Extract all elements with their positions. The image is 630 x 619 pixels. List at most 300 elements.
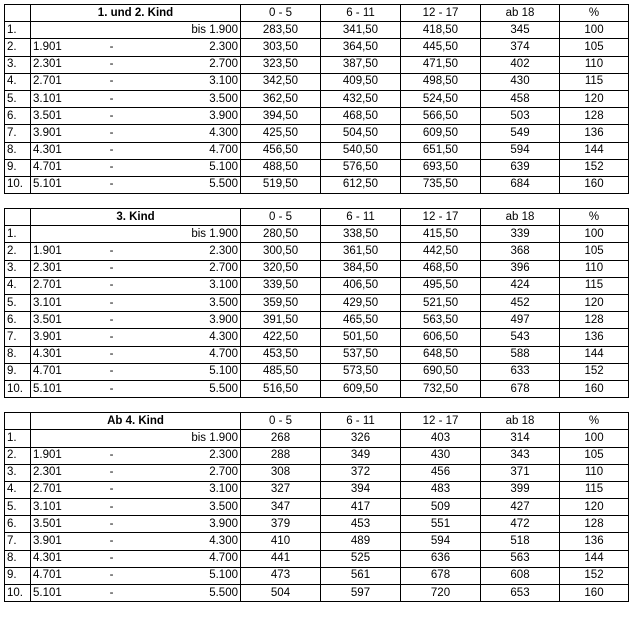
- income-to: 3.100: [127, 481, 241, 498]
- row-number: 3.: [5, 260, 31, 277]
- cell-age-12-17: 430: [401, 447, 481, 464]
- income-to: 4.700: [127, 346, 241, 363]
- header-blank: [5, 413, 31, 430]
- table-row: [5, 56, 629, 73]
- cell-age-6-11: 432,50: [321, 90, 401, 107]
- cell-percent: 136: [560, 533, 629, 550]
- cell-age-18-plus: 608: [481, 567, 560, 584]
- range-dash: -: [97, 380, 127, 397]
- row-number: 2.: [5, 39, 31, 56]
- income-to: 4.300: [127, 125, 241, 142]
- income-to: 2.700: [127, 464, 241, 481]
- income-from: [31, 22, 97, 39]
- cell-percent: 100: [560, 22, 629, 39]
- cell-age-6-11: 341,50: [321, 22, 401, 39]
- cell-age-12-17: 735,50: [401, 176, 481, 193]
- table-row: [5, 22, 629, 39]
- header-age-18-plus: ab 18: [481, 5, 560, 22]
- table-row: [5, 329, 629, 346]
- income-to: bis 1.900: [127, 430, 241, 447]
- income-from: 3.501: [31, 108, 97, 125]
- row-number: 7.: [5, 125, 31, 142]
- range-dash: -: [97, 260, 127, 277]
- income-to: 3.100: [127, 73, 241, 90]
- income-from: 4.301: [31, 142, 97, 159]
- cell-age-0-5: 516,50: [241, 380, 321, 397]
- table-3-kind: [4, 208, 629, 398]
- income-to: 4.300: [127, 329, 241, 346]
- range-dash: -: [97, 90, 127, 107]
- cell-age-12-17: 445,50: [401, 39, 481, 56]
- table-row: [5, 533, 629, 550]
- table-title: 3. Kind: [31, 209, 241, 226]
- income-from: 1.901: [31, 447, 97, 464]
- table-header-row: [5, 5, 629, 22]
- table-row: [5, 108, 629, 125]
- income-to: 5.500: [127, 585, 241, 602]
- cell-age-12-17: 566,50: [401, 108, 481, 125]
- table-row: [5, 142, 629, 159]
- header-percent: %: [560, 413, 629, 430]
- cell-age-12-17: 606,50: [401, 329, 481, 346]
- income-from: 3.101: [31, 295, 97, 312]
- income-from: 1.901: [31, 39, 97, 56]
- range-dash: -: [97, 447, 127, 464]
- cell-age-0-5: 320,50: [241, 260, 321, 277]
- cell-age-12-17: 594: [401, 533, 481, 550]
- row-number: 8.: [5, 142, 31, 159]
- table-row: [5, 499, 629, 516]
- cell-age-0-5: 288: [241, 447, 321, 464]
- range-dash: -: [97, 243, 127, 260]
- income-from: 3.901: [31, 533, 97, 550]
- cell-age-12-17: 732,50: [401, 380, 481, 397]
- income-to: 5.100: [127, 159, 241, 176]
- cell-percent: 110: [560, 464, 629, 481]
- cell-percent: 120: [560, 90, 629, 107]
- cell-age-18-plus: 503: [481, 108, 560, 125]
- table-row: [5, 176, 629, 193]
- income-to: 5.500: [127, 380, 241, 397]
- table-header-row: [5, 209, 629, 226]
- cell-age-12-17: 415,50: [401, 226, 481, 243]
- income-to: 2.700: [127, 260, 241, 277]
- cell-age-18-plus: 653: [481, 585, 560, 602]
- cell-age-0-5: 473: [241, 567, 321, 584]
- range-dash: -: [97, 159, 127, 176]
- row-number: 3.: [5, 464, 31, 481]
- income-to: 3.100: [127, 277, 241, 294]
- cell-age-12-17: 690,50: [401, 363, 481, 380]
- range-dash: -: [97, 295, 127, 312]
- income-to: 5.100: [127, 363, 241, 380]
- row-number: 6.: [5, 108, 31, 125]
- cell-age-0-5: 308: [241, 464, 321, 481]
- cell-age-18-plus: 588: [481, 346, 560, 363]
- table-row: [5, 346, 629, 363]
- row-number: 9.: [5, 159, 31, 176]
- range-dash: -: [97, 499, 127, 516]
- header-age-18-plus: ab 18: [481, 413, 560, 430]
- cell-age-12-17: 468,50: [401, 260, 481, 277]
- cell-percent: 136: [560, 329, 629, 346]
- cell-age-12-17: 403: [401, 430, 481, 447]
- row-number: 10.: [5, 585, 31, 602]
- table-row: [5, 312, 629, 329]
- income-from: 2.701: [31, 481, 97, 498]
- cell-age-6-11: 573,50: [321, 363, 401, 380]
- range-dash: -: [97, 464, 127, 481]
- income-to: 3.900: [127, 312, 241, 329]
- cell-age-0-5: 300,50: [241, 243, 321, 260]
- cell-age-18-plus: 563: [481, 550, 560, 567]
- cell-percent: 110: [560, 56, 629, 73]
- cell-age-12-17: 678: [401, 567, 481, 584]
- cell-age-6-11: 361,50: [321, 243, 401, 260]
- cell-age-18-plus: 345: [481, 22, 560, 39]
- income-to: 3.500: [127, 90, 241, 107]
- table-row: [5, 159, 629, 176]
- header-blank: [5, 209, 31, 226]
- cell-age-6-11: 504,50: [321, 125, 401, 142]
- income-from: 4.301: [31, 550, 97, 567]
- cell-percent: 128: [560, 312, 629, 329]
- table-row: [5, 430, 629, 447]
- cell-age-18-plus: 424: [481, 277, 560, 294]
- table-row: [5, 226, 629, 243]
- cell-percent: 105: [560, 39, 629, 56]
- cell-age-6-11: 453: [321, 516, 401, 533]
- table-row: [5, 516, 629, 533]
- cell-age-12-17: 636: [401, 550, 481, 567]
- cell-age-12-17: 551: [401, 516, 481, 533]
- cell-age-18-plus: 452: [481, 295, 560, 312]
- table-row: [5, 260, 629, 277]
- cell-age-0-5: 504: [241, 585, 321, 602]
- row-number: 8.: [5, 550, 31, 567]
- cell-age-0-5: 327: [241, 481, 321, 498]
- header-age-0-5: 0 - 5: [241, 5, 321, 22]
- cell-age-6-11: 489: [321, 533, 401, 550]
- cell-age-18-plus: 430: [481, 73, 560, 90]
- cell-age-6-11: 394: [321, 481, 401, 498]
- cell-percent: 152: [560, 567, 629, 584]
- cell-age-12-17: 609,50: [401, 125, 481, 142]
- cell-age-6-11: 387,50: [321, 56, 401, 73]
- row-number: 4.: [5, 73, 31, 90]
- cell-percent: 128: [560, 516, 629, 533]
- range-dash: -: [97, 481, 127, 498]
- income-from: 3.501: [31, 516, 97, 533]
- cell-age-0-5: 485,50: [241, 363, 321, 380]
- range-dash: -: [97, 125, 127, 142]
- range-dash: [97, 226, 127, 243]
- cell-age-18-plus: 343: [481, 447, 560, 464]
- cell-age-6-11: 406,50: [321, 277, 401, 294]
- income-to: 2.300: [127, 39, 241, 56]
- table-row: [5, 550, 629, 567]
- income-from: 4.701: [31, 567, 97, 584]
- table-row: [5, 363, 629, 380]
- income-to: 5.100: [127, 567, 241, 584]
- cell-age-0-5: 456,50: [241, 142, 321, 159]
- table-title: 1. und 2. Kind: [31, 5, 241, 22]
- income-to: 2.300: [127, 447, 241, 464]
- income-from: 2.701: [31, 73, 97, 90]
- table-header-row: [5, 413, 629, 430]
- cell-age-6-11: 417: [321, 499, 401, 516]
- cell-age-6-11: 612,50: [321, 176, 401, 193]
- table-row: [5, 481, 629, 498]
- table-row: [5, 585, 629, 602]
- cell-percent: 100: [560, 430, 629, 447]
- cell-age-6-11: 576,50: [321, 159, 401, 176]
- cell-percent: 160: [560, 585, 629, 602]
- cell-age-18-plus: 549: [481, 125, 560, 142]
- cell-age-6-11: 597: [321, 585, 401, 602]
- row-number: 2.: [5, 243, 31, 260]
- row-number: 9.: [5, 363, 31, 380]
- cell-age-12-17: 483: [401, 481, 481, 498]
- income-from: 3.901: [31, 125, 97, 142]
- row-number: 2.: [5, 447, 31, 464]
- income-to: 3.900: [127, 108, 241, 125]
- row-number: 4.: [5, 481, 31, 498]
- cell-percent: 152: [560, 363, 629, 380]
- cell-age-0-5: 347: [241, 499, 321, 516]
- income-to: bis 1.900: [127, 226, 241, 243]
- row-number: 3.: [5, 56, 31, 73]
- table-row: [5, 567, 629, 584]
- cell-age-0-5: 303,50: [241, 39, 321, 56]
- range-dash: -: [97, 39, 127, 56]
- cell-percent: 144: [560, 550, 629, 567]
- cell-age-6-11: 429,50: [321, 295, 401, 312]
- range-dash: -: [97, 516, 127, 533]
- header-age-12-17: 12 - 17: [401, 413, 481, 430]
- cell-percent: 120: [560, 499, 629, 516]
- income-from: 2.301: [31, 464, 97, 481]
- range-dash: -: [97, 277, 127, 294]
- cell-age-12-17: 509: [401, 499, 481, 516]
- cell-age-12-17: 495,50: [401, 277, 481, 294]
- cell-percent: 128: [560, 108, 629, 125]
- cell-age-0-5: 422,50: [241, 329, 321, 346]
- header-percent: %: [560, 5, 629, 22]
- cell-age-6-11: 561: [321, 567, 401, 584]
- table-row: [5, 295, 629, 312]
- range-dash: -: [97, 567, 127, 584]
- row-number: 7.: [5, 329, 31, 346]
- range-dash: [97, 430, 127, 447]
- cell-age-12-17: 442,50: [401, 243, 481, 260]
- cell-age-0-5: 425,50: [241, 125, 321, 142]
- cell-age-0-5: 441: [241, 550, 321, 567]
- income-from: 2.301: [31, 56, 97, 73]
- cell-age-0-5: 359,50: [241, 295, 321, 312]
- income-to: 2.300: [127, 243, 241, 260]
- header-age-18-plus: ab 18: [481, 209, 560, 226]
- header-age-6-11: 6 - 11: [321, 209, 401, 226]
- cell-age-18-plus: 396: [481, 260, 560, 277]
- cell-percent: 100: [560, 226, 629, 243]
- table-row: [5, 277, 629, 294]
- table-row: [5, 464, 629, 481]
- row-number: 7.: [5, 533, 31, 550]
- cell-age-6-11: 326: [321, 430, 401, 447]
- income-from: 2.701: [31, 277, 97, 294]
- row-number: 9.: [5, 567, 31, 584]
- cell-age-18-plus: 371: [481, 464, 560, 481]
- cell-age-6-11: 465,50: [321, 312, 401, 329]
- cell-percent: 105: [560, 447, 629, 464]
- table-row: [5, 243, 629, 260]
- header-percent: %: [560, 209, 629, 226]
- cell-age-6-11: 537,50: [321, 346, 401, 363]
- range-dash: -: [97, 329, 127, 346]
- range-dash: -: [97, 142, 127, 159]
- header-age-6-11: 6 - 11: [321, 5, 401, 22]
- cell-age-18-plus: 399: [481, 481, 560, 498]
- header-age-12-17: 12 - 17: [401, 5, 481, 22]
- row-number: 8.: [5, 346, 31, 363]
- cell-age-0-5: 362,50: [241, 90, 321, 107]
- income-to: 3.500: [127, 499, 241, 516]
- header-age-0-5: 0 - 5: [241, 413, 321, 430]
- cell-age-0-5: 268: [241, 430, 321, 447]
- cell-percent: 120: [560, 295, 629, 312]
- cell-age-12-17: 521,50: [401, 295, 481, 312]
- income-to: 2.700: [127, 56, 241, 73]
- range-dash: -: [97, 56, 127, 73]
- table-row: [5, 39, 629, 56]
- cell-age-0-5: 519,50: [241, 176, 321, 193]
- cell-age-18-plus: 472: [481, 516, 560, 533]
- cell-age-18-plus: 678: [481, 380, 560, 397]
- cell-age-18-plus: 518: [481, 533, 560, 550]
- income-to: 3.500: [127, 295, 241, 312]
- cell-age-18-plus: 402: [481, 56, 560, 73]
- range-dash: -: [97, 550, 127, 567]
- row-number: 10.: [5, 380, 31, 397]
- cell-age-6-11: 384,50: [321, 260, 401, 277]
- cell-age-6-11: 338,50: [321, 226, 401, 243]
- table-row: [5, 125, 629, 142]
- cell-age-12-17: 651,50: [401, 142, 481, 159]
- cell-age-18-plus: 639: [481, 159, 560, 176]
- income-from: 4.701: [31, 159, 97, 176]
- cell-age-0-5: 410: [241, 533, 321, 550]
- row-number: 5.: [5, 90, 31, 107]
- income-from: 3.101: [31, 90, 97, 107]
- cell-percent: 115: [560, 277, 629, 294]
- range-dash: -: [97, 73, 127, 90]
- cell-percent: 152: [560, 159, 629, 176]
- row-number: 6.: [5, 516, 31, 533]
- range-dash: -: [97, 533, 127, 550]
- income-to: 4.300: [127, 533, 241, 550]
- cell-age-0-5: 391,50: [241, 312, 321, 329]
- range-dash: [97, 22, 127, 39]
- cell-age-0-5: 379: [241, 516, 321, 533]
- cell-percent: 105: [560, 243, 629, 260]
- cell-age-18-plus: 368: [481, 243, 560, 260]
- income-from: [31, 430, 97, 447]
- range-dash: -: [97, 312, 127, 329]
- cell-age-12-17: 563,50: [401, 312, 481, 329]
- range-dash: -: [97, 585, 127, 602]
- income-from: 3.501: [31, 312, 97, 329]
- row-number: 6.: [5, 312, 31, 329]
- range-dash: -: [97, 363, 127, 380]
- cell-percent: 144: [560, 346, 629, 363]
- income-to: 4.700: [127, 142, 241, 159]
- income-from: 3.901: [31, 329, 97, 346]
- cell-age-6-11: 525: [321, 550, 401, 567]
- cell-percent: 160: [560, 380, 629, 397]
- cell-age-6-11: 349: [321, 447, 401, 464]
- cell-age-18-plus: 427: [481, 499, 560, 516]
- income-from: 4.701: [31, 363, 97, 380]
- cell-age-0-5: 342,50: [241, 73, 321, 90]
- income-from: 4.301: [31, 346, 97, 363]
- range-dash: -: [97, 176, 127, 193]
- cell-age-18-plus: 684: [481, 176, 560, 193]
- row-number: 1.: [5, 22, 31, 39]
- cell-age-6-11: 409,50: [321, 73, 401, 90]
- cell-age-12-17: 418,50: [401, 22, 481, 39]
- cell-percent: 110: [560, 260, 629, 277]
- cell-percent: 136: [560, 125, 629, 142]
- header-age-12-17: 12 - 17: [401, 209, 481, 226]
- table-row: [5, 380, 629, 397]
- cell-age-0-5: 394,50: [241, 108, 321, 125]
- table-row: [5, 73, 629, 90]
- cell-age-6-11: 501,50: [321, 329, 401, 346]
- income-from: 5.101: [31, 585, 97, 602]
- cell-percent: 144: [560, 142, 629, 159]
- cell-age-6-11: 372: [321, 464, 401, 481]
- row-number: 1.: [5, 430, 31, 447]
- cell-age-12-17: 648,50: [401, 346, 481, 363]
- row-number: 1.: [5, 226, 31, 243]
- cell-age-18-plus: 543: [481, 329, 560, 346]
- header-blank: [5, 5, 31, 22]
- table-row: [5, 90, 629, 107]
- range-dash: -: [97, 108, 127, 125]
- cell-age-18-plus: 314: [481, 430, 560, 447]
- income-to: bis 1.900: [127, 22, 241, 39]
- cell-percent: 115: [560, 481, 629, 498]
- cell-age-12-17: 524,50: [401, 90, 481, 107]
- cell-age-18-plus: 339: [481, 226, 560, 243]
- cell-age-18-plus: 458: [481, 90, 560, 107]
- row-number: 4.: [5, 277, 31, 294]
- cell-age-0-5: 339,50: [241, 277, 321, 294]
- header-age-6-11: 6 - 11: [321, 413, 401, 430]
- table-title: Ab 4. Kind: [31, 413, 241, 430]
- header-age-0-5: 0 - 5: [241, 209, 321, 226]
- income-from: 5.101: [31, 380, 97, 397]
- income-from: 1.901: [31, 243, 97, 260]
- cell-age-0-5: 488,50: [241, 159, 321, 176]
- cell-age-0-5: 280,50: [241, 226, 321, 243]
- cell-age-18-plus: 374: [481, 39, 560, 56]
- table-row: [5, 447, 629, 464]
- income-to: 4.700: [127, 550, 241, 567]
- income-from: 2.301: [31, 260, 97, 277]
- income-from: [31, 226, 97, 243]
